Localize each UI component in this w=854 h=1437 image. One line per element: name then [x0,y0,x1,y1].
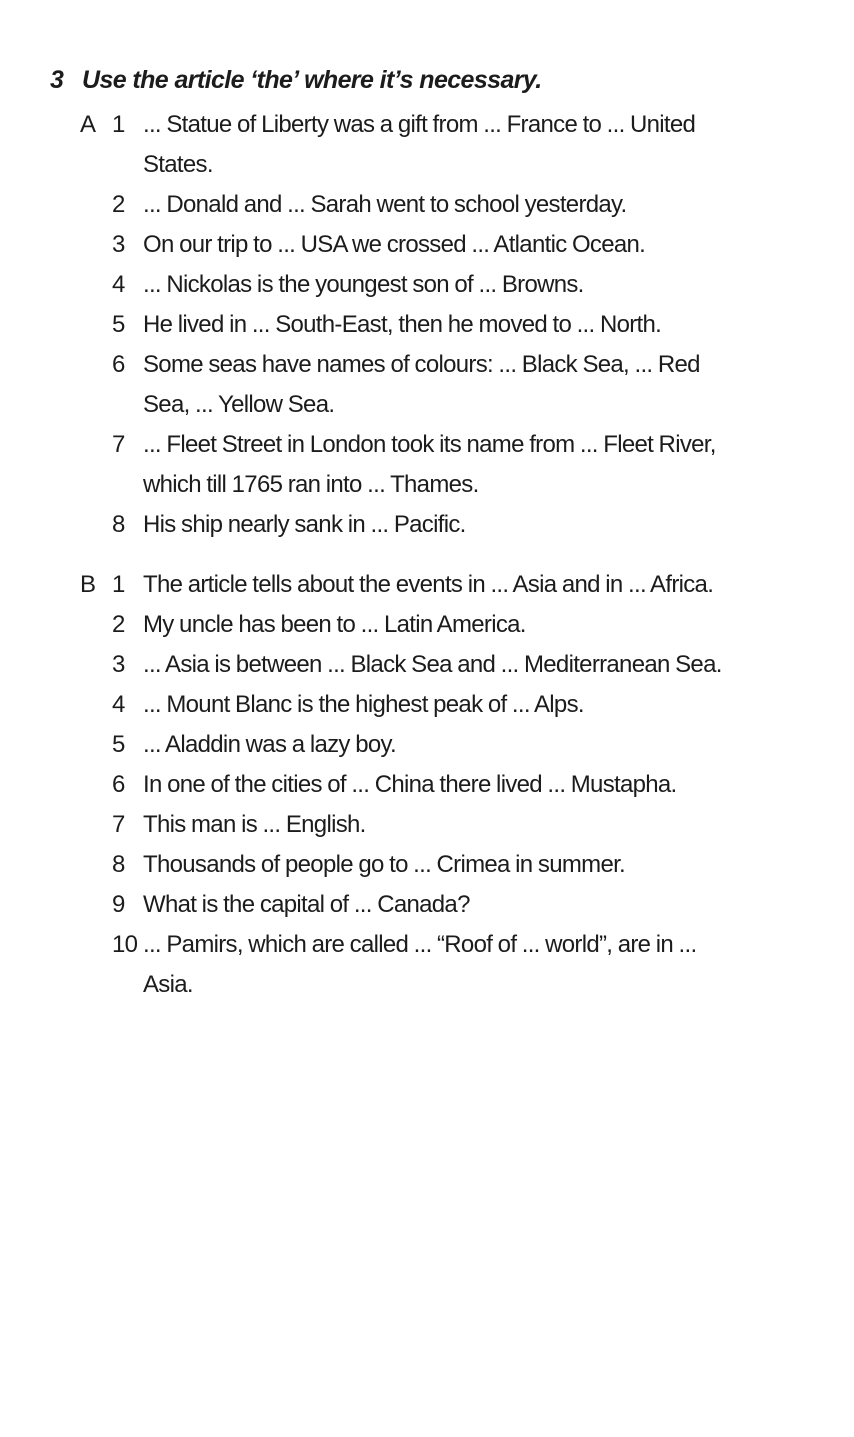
list-item [0,345,854,425]
item-text: In one of the cities of ... China there lived ... Mustapha. [143,771,677,798]
item-number: 3 [112,651,125,678]
list-item [0,805,854,845]
item-number: 3 [112,231,125,258]
item-number: 7 [112,811,125,838]
list-item [0,765,854,805]
item-number: 9 [112,891,125,918]
section-b [0,565,854,1005]
item-number: 2 [112,611,125,638]
list-item [0,605,854,645]
item-text: His ship nearly sank in ... Pacific. [143,511,466,538]
list-item [0,225,854,265]
section-a [0,105,854,545]
item-text: ... Statue of Liberty was a gift from ... France to ... United States. [143,111,696,178]
item-number: 8 [112,511,125,538]
item-text: Thousands of people go to ... Crimea in summer. [143,851,626,878]
item-text: My uncle has been to ... Latin America. [143,611,526,638]
item-text: On our trip to ... USA we crossed ... Atlantic Ocean. [143,231,646,258]
item-text: He lived in ... South-East, then he moved to ... North. [143,311,662,338]
item-text: ... Donald and ... Sarah went to school yesterday. [143,191,627,218]
item-number: 4 [112,691,125,718]
list-item [0,725,854,765]
item-text: What is the capital of ... Canada? [143,891,470,918]
list-item [0,185,854,225]
list-item [0,565,854,605]
item-text: ... Pamirs, which are called ... “Roof of ... world”, are in ... Asia. [143,931,697,998]
item-text: ... Mount Blanc is the highest peak of ... Alps. [143,691,584,718]
item-number: 6 [112,351,125,378]
exercise-heading [50,66,542,95]
item-text: This man is ... English. [143,811,366,838]
item-text: ... Fleet Street in London took its name from ... Fleet River, which till 1765 ran into ... Thames. [143,431,716,498]
list-item [0,425,854,505]
item-number: 6 [112,771,125,798]
list-item [0,265,854,305]
list-item [0,685,854,725]
item-text: Some seas have names of colours: ... Black Sea, ... Red Sea, ... Yellow Sea. [143,351,700,418]
item-number: 5 [112,311,125,338]
item-number: 2 [112,191,125,218]
item-text: ... Nickolas is the youngest son of ... Browns. [143,271,584,298]
exercise-instruction: Use the article ‘the’ where it’s necessary. [82,66,542,94]
section-letter: A [80,111,97,138]
item-number: 5 [112,731,125,758]
exercise-number: 3 [50,66,64,94]
item-number: 10 [112,931,138,958]
list-item [0,505,854,545]
item-number: 1 [112,571,125,598]
list-item [0,105,854,185]
item-text: ... Aladdin was a lazy boy. [143,731,396,758]
list-item [0,305,854,345]
list-item [0,885,854,925]
list-item [0,845,854,885]
item-number: 7 [112,431,125,458]
item-number: 4 [112,271,125,298]
item-text: ... Asia is between ... Black Sea and ... Mediterranean Sea. [143,651,722,678]
section-letter: B [80,571,97,598]
item-number: 8 [112,851,125,878]
list-item [0,645,854,685]
list-item [0,925,854,1005]
item-number: 1 [112,111,125,138]
item-text: The article tells about the events in ... Asia and in ... Africa. [143,571,714,598]
